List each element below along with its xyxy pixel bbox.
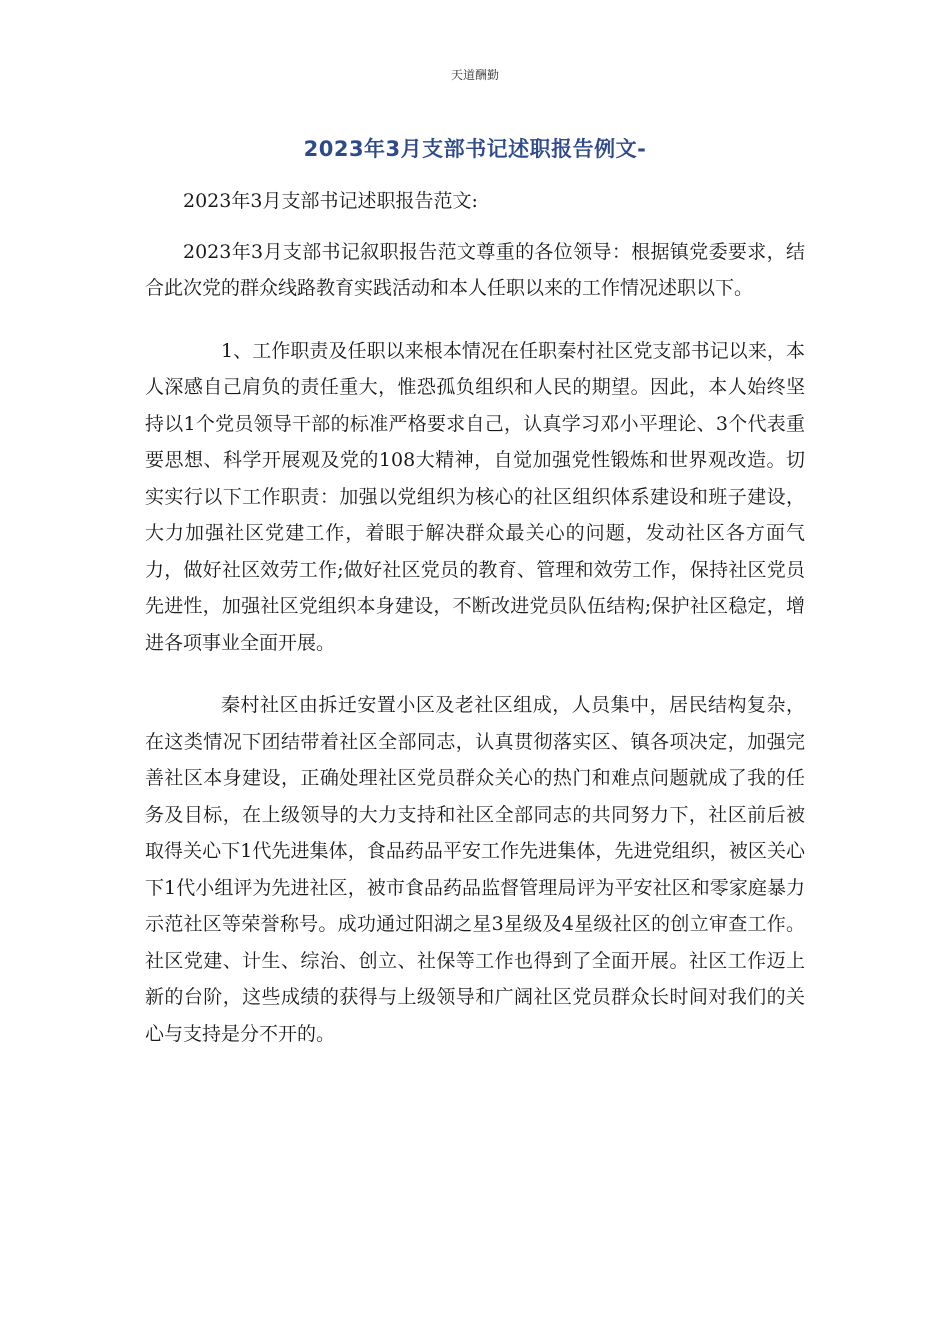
page-header: 天道酬勤 <box>450 68 499 82</box>
paragraph-intro: 2023年3月支部书记述职报告范文: <box>183 190 478 212</box>
paragraph-greeting: 2023年3月支部书记叙职报告范文尊重的各位领导：根据镇党委要求，结合此次党的群众线路教育实践活动和本人任职以来的工作情况述职以下。 <box>145 240 805 299</box>
document-body <box>145 183 805 1078</box>
paragraph-community: 秦村社区由拆迁安置小区及老社区组成，人员集中，居民结构复杂，在这类情况下团结带着社区全部同志，认真贯彻落实区、镇各项决定，加强完善社区本身建设，正确处理社区党员群众关心的热门和难点问题就成了我的任务及目标，在上级领导的大力支持和社区全部同志的共同努力下，社区前后被取得关心下1代先进集体，食品药品平安工作先进集体，先进党组织，被区关心下1代小组评为先进社区，被市食品药品监督管理局评为平安社区和零家庭暴力示范社区等荣誉称号。成功通过阳湖之星3星级及4星级社区的创立审查工作。社区党建、计生、综治、创立、社保等工作也得到了全面开展。社区工作迈上新的台阶，这些成绩的获得与上级领导和广阔社区党员群众长时间对我们的关心与支持是分不开的。 <box>145 694 805 1045</box>
paragraph-duties: 1、工作职责及任职以来根本情况在任职秦村社区党支部书记以来，本人深感自己肩负的责任重大，惟恐孤负组织和人民的期望。因此，本人始终坚持以1个党员领导干部的标准严格要求自己，认真学习邓小平理论、3个代表重要思想、科学开展观及党的108大精神，自觉加强党性锻炼和世界观改造。切实实行以下工作职责：加强以党组织为核心的社区组织体系建设和班子建设，大力加强社区党建工作，着眼于解决群众最关心的问题，发动社区各方面气力，做好社区效劳工作;做好社区党员的教育、管理和效劳工作，保持社区党员先进性，加强社区党组织本身建设，不断改进党员队伍结构;保护社区稳定，增进各项事业全面开展。 <box>145 339 805 654</box>
document-title: 2023年3月支部书记述职报告例文- <box>303 137 647 161</box>
